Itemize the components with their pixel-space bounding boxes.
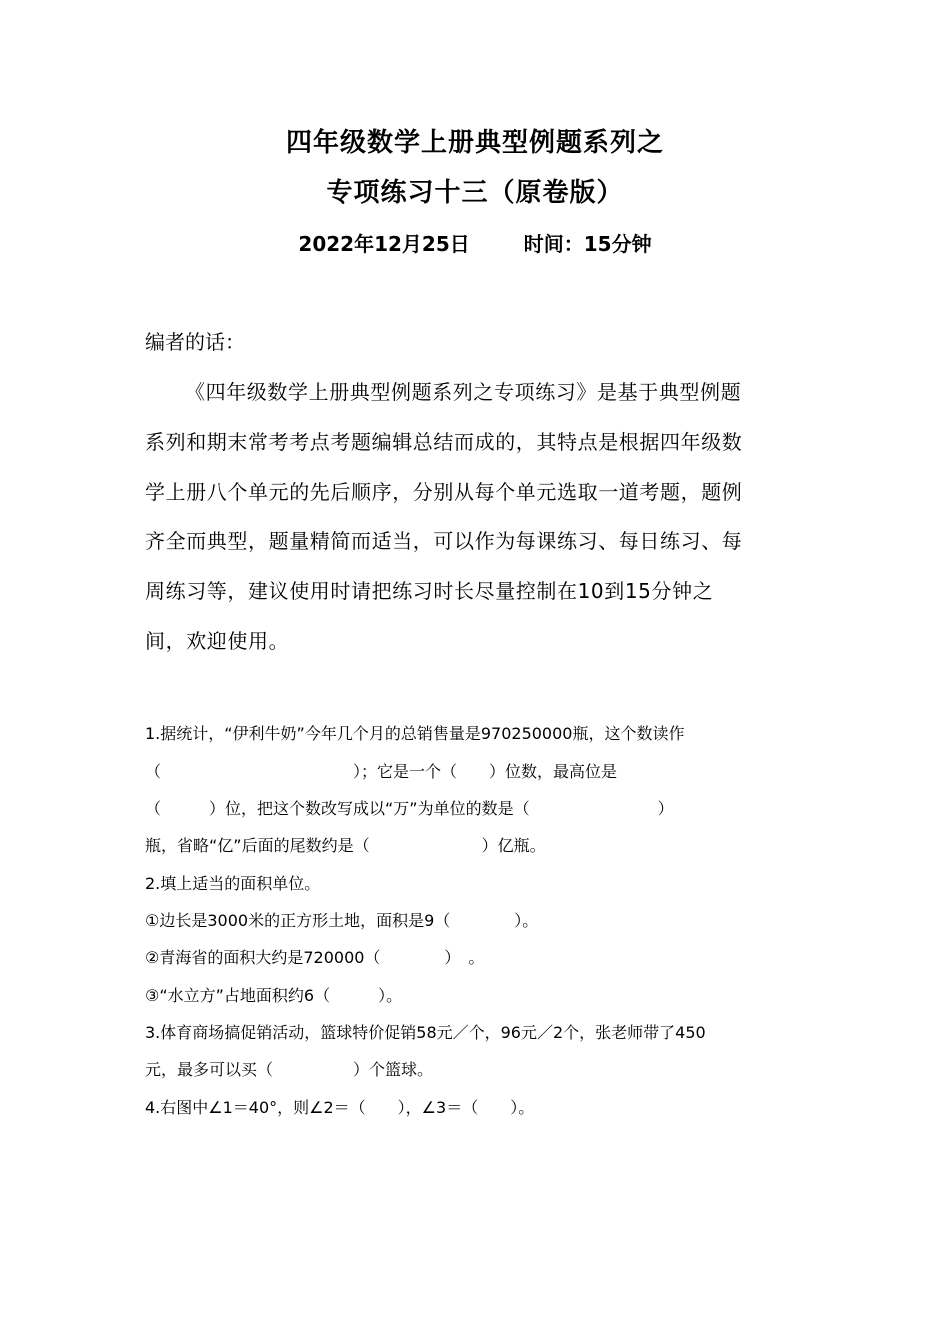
editor-note-line: 《四年级数学上册典型例题系列之专项练习》是基于典型例题	[185, 380, 742, 404]
question-1-line: 瓶，省略“亿”后面的尾数约是（ ）亿瓶。	[145, 836, 546, 855]
question-1-line: （ ）；它是一个（ ）位数，最高位是	[145, 762, 618, 781]
date-text: 2022年12月25日	[298, 232, 470, 256]
time-text: 时间：15分钟	[523, 232, 652, 256]
editor-note-line: 系列和期末常考考点考题编辑总结而成的，其特点是根据四年级数	[145, 430, 743, 454]
question-4-line: 4.右图中∠1＝40°，则∠2＝（ ），∠3＝（ ）。	[145, 1098, 535, 1117]
editor-note-line: 间，欢迎使用。	[145, 629, 290, 653]
editor-note-label: 编者的话：	[145, 330, 245, 354]
editor-note-line: 齐全而典型，题量精简而适当，可以作为每课练习、每日练习、每	[145, 529, 743, 553]
editor-note-line: 周练习等，建议使用时请把练习时长尽量控制在10到15分钟之	[145, 579, 714, 603]
question-2-item: ③“水立方”占地面积约6（ ）。	[145, 986, 403, 1005]
question-3-line: 元，最多可以买（ ）个篮球。	[145, 1060, 434, 1079]
date-time-line	[0, 228, 950, 257]
title-line-2: 专项练习十三（原卷版）	[326, 178, 624, 208]
question-3-line: 3.体育商场搞促销活动，篮球特价促销58元／个，96元／2个，张老师带了450	[145, 1023, 706, 1042]
question-2-heading: 2.填上适当的面积单位。	[145, 874, 321, 893]
question-1-line: 1.据统计，“伊利牛奶”今年几个月的总销售量是970250000瓶，这个数读作	[145, 724, 685, 743]
editor-note-line: 学上册八个单元的先后顺序，分别从每个单元选取一道考题，题例	[145, 480, 743, 504]
title-line-1: 四年级数学上册典型例题系列之	[285, 128, 664, 158]
question-2-item: ①边长是3000米的正方形土地，面积是9（ ）。	[145, 911, 539, 930]
question-1-line: （ ）位，把这个数改写成以“万”为单位的数是（ ）	[145, 799, 674, 818]
question-2-item: ②青海省的面积大约是720000（ ） 。	[145, 948, 485, 967]
